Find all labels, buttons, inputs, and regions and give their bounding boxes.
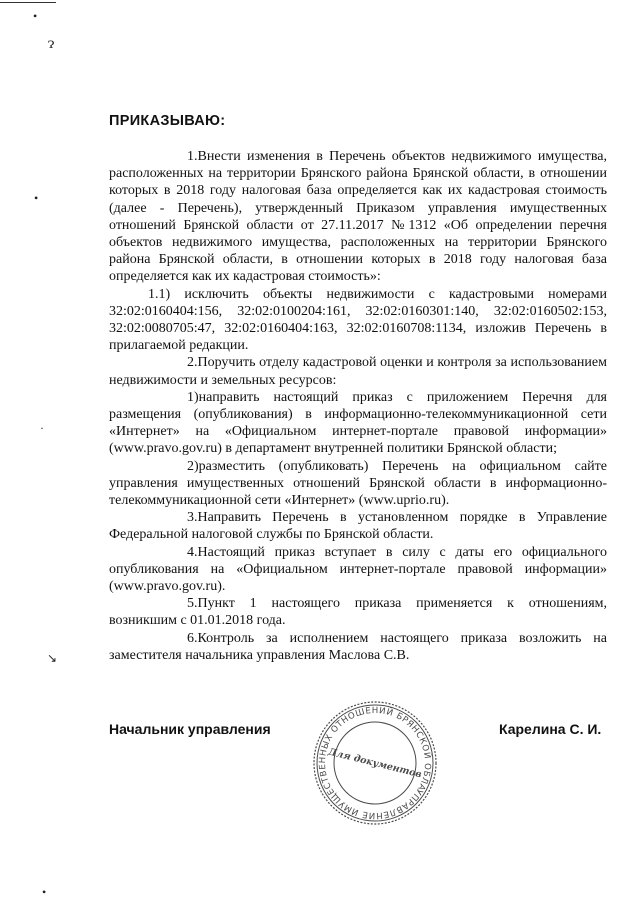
top-rule (0, 2, 56, 3)
item-text: Внести изменения в Перечень объектов недвижимого имущества, расположенных на территории Брянского района Брянской области, в отношении которых в 2018 году налоговая база определяется как их кадастровая стоимость (далее - Перечень), утвержденный Приказом управления имущественных отношений Брянской области от 27.11.2017 №1312 «Об определении перечня объектов недвижимого имущества, расположенных на территории Брянского района Брянской области, в отношении которых в 2018 году налоговая база определяется как их кадастровая стоимость»: (109, 149, 607, 285)
item-number: 1. (187, 149, 198, 164)
item-2-1 (109, 389, 607, 458)
stamp-inner-text: Для документов (326, 746, 423, 781)
official-stamp (312, 700, 438, 826)
order-heading: ПРИКАЗЫВАЮ: (109, 113, 226, 129)
item-6 (109, 630, 607, 664)
item-4 (109, 544, 607, 596)
item-text: Контроль за исполнением настоящего приказа возложить на заместителя начальника управления Маслова С.В. (109, 630, 607, 663)
item-text: Поручить отделу кадастровой оценки и контроля за использованием недвижимости и земельных ресурсов: (109, 355, 607, 388)
item-number: 2. (187, 355, 198, 371)
item-number: 2) (187, 458, 199, 474)
stamp-outer-textpath: УПРАВЛЕНИЕ ИМУЩЕСТВЕННЫХ ОТНОШЕНИЙ БРЯНСКОЙ ОБЛАСТИ (317, 705, 433, 821)
signer-name: Карелина С. И. (499, 721, 602, 737)
item-text: Настоящий приказ вступает в силу с даты его официального опубликования на «Официальном интернет-портале правовой информации» (www.pravo.gov.ru). (109, 544, 607, 595)
item-number: 4. (187, 544, 198, 560)
item-text: Направить Перечень в установленном порядке в Управление Федеральной налоговой службы по Брянской области. (109, 510, 607, 543)
item-2-2 (109, 458, 607, 510)
signer-position: Начальник управления (109, 721, 271, 737)
scan-speck: • (42, 885, 47, 899)
item-2 (109, 354, 607, 388)
item-1 (109, 148, 607, 286)
item-number: 5. (187, 596, 198, 612)
item-1-1: 1.1) исключить объекты недвижимости с кадастровыми номерами 32:02:0160404:156, 32:02:0100204:161, 32:02:0160301:140, 32:02:0160502:153, 32:02:0080705:47, 32:02:0160404:163, 32:02:0160708:1134, изложив Перечень в прилагаемой редакции. (109, 286, 607, 354)
scan-speck: ɂ (48, 35, 55, 52)
item-3 (109, 509, 607, 543)
scan-speck: ↘ (47, 651, 58, 665)
scan-speck: • (33, 9, 38, 23)
item-number: 3. (187, 510, 198, 526)
item-5 (109, 595, 607, 629)
item-text: разместить (опубликовать) Перечень на официальном сайте управления имущественных отношений Брянской области в информационно-телекоммуникационной сети «Интернет» (www.uprio.ru). (109, 458, 607, 509)
order-body (109, 148, 607, 664)
scan-speck: • (34, 191, 39, 205)
scan-speck: · (40, 421, 44, 435)
item-number: 1) (187, 389, 199, 405)
item-number: 6. (187, 630, 198, 646)
item-text: направить настоящий приказ с приложением Перечня для размещения (опубликования) в информационно-телекоммуникационной сети «Интернет» на «Официальном интернет-портале правовой информации» (www.pravo.gov.ru) в департамент внутренней политики Брянской области; (109, 389, 607, 457)
item-text: Пункт 1 настоящего приказа применяется к отношениям, возникшим с 01.01.2018 года. (109, 596, 607, 629)
